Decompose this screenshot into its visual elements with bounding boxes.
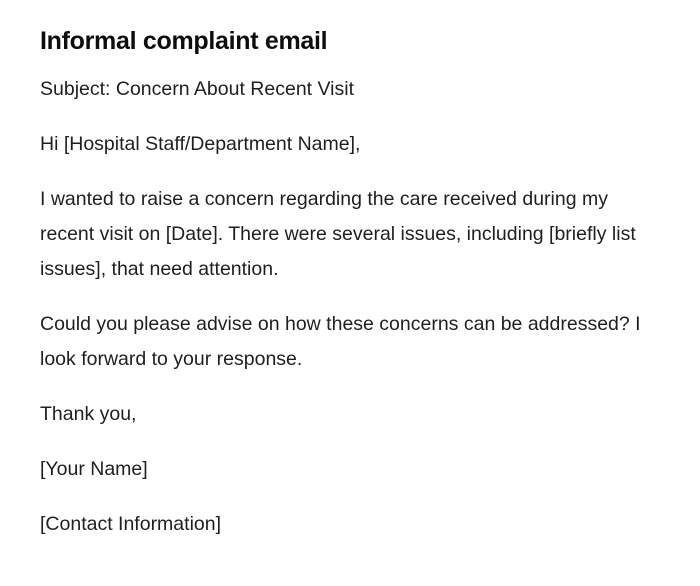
email-body-paragraph-2: Could you please advise on how these concerns can be addressed? I look forward to your response. — [40, 313, 641, 370]
email-subject: Subject: Concern About Recent Visit — [40, 78, 354, 100]
email-signature-name: [Your Name] — [40, 458, 148, 480]
email-closing: Thank you, — [40, 403, 137, 425]
email-body-paragraph-1: I wanted to raise a concern regarding the care received during my recent visit on [Date]. There were several issues, including [briefly list issues], that need attention. — [40, 188, 636, 280]
email-signature-contact: [Contact Information] — [40, 513, 222, 535]
email-greeting: Hi [Hospital Staff/Department Name], — [40, 133, 361, 155]
document-title: Informal complaint email — [40, 27, 328, 55]
